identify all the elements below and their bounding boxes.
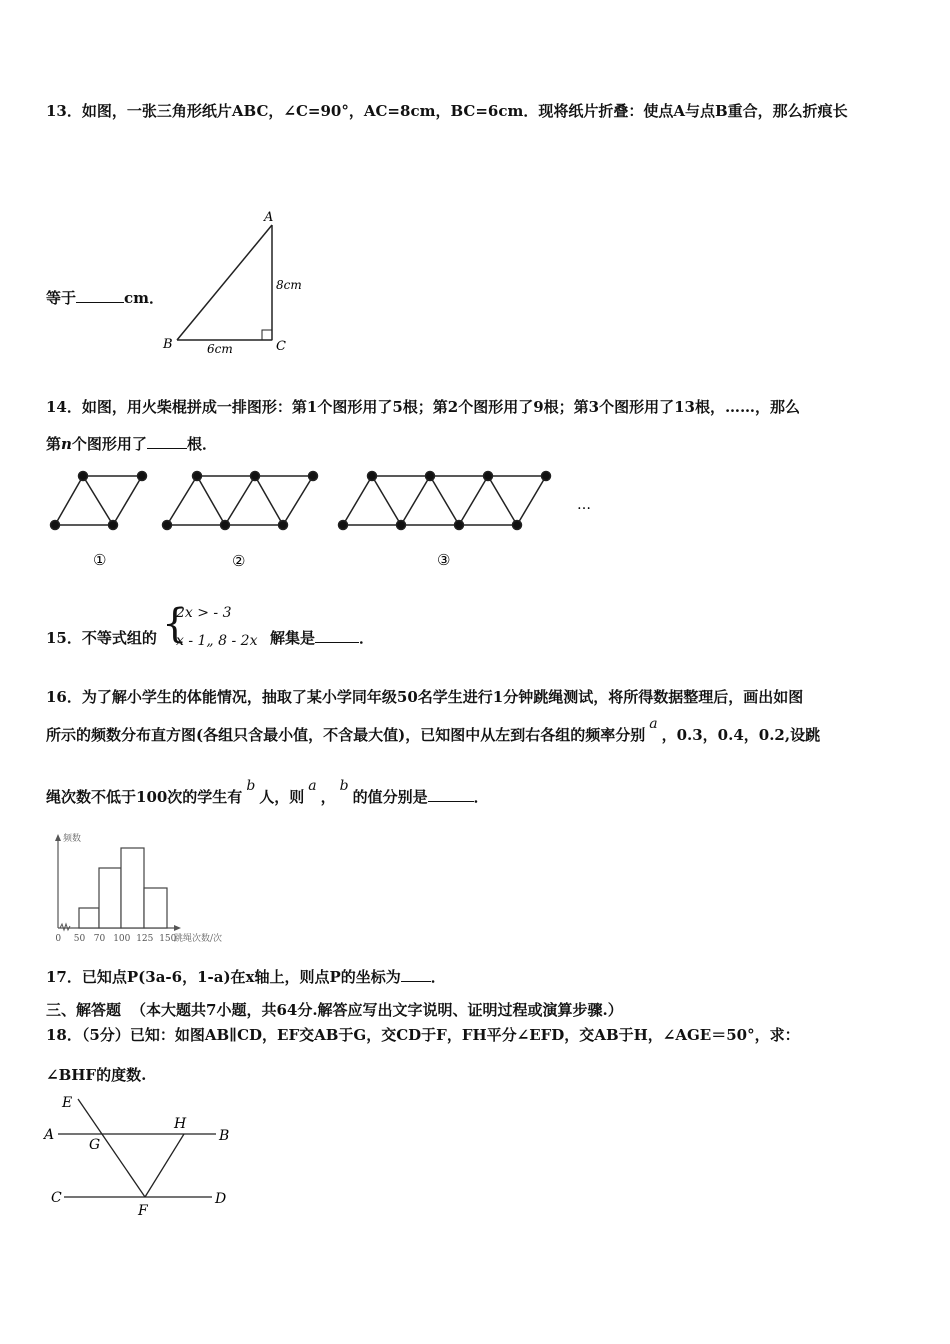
q15-number: 15． (46, 629, 82, 647)
q14-number: 14． (46, 398, 82, 416)
matchstick-figure-2 (163, 472, 318, 530)
q15-text2: 解集是 (270, 629, 316, 647)
q13-line1 (46, 101, 848, 121)
q16-text3-c: ， (320, 788, 336, 806)
var-b: b (246, 778, 256, 794)
q13-text2: 等于 (46, 289, 77, 307)
q13-triangle-figure (155, 205, 315, 360)
inequality-2: x - 1„ 8 - 2x (176, 633, 258, 649)
histogram-bar-1 (79, 908, 99, 928)
q15-tail (270, 628, 374, 648)
ellipsis: … (577, 497, 591, 513)
section-heading (46, 1000, 623, 1020)
q16-line2 (46, 716, 821, 746)
q18-number: 18． (46, 1026, 82, 1044)
label-E: E (62, 1095, 73, 1111)
x-tick-label: 150 (159, 934, 177, 944)
q14-var-n: n (61, 435, 72, 453)
q16-end: ． (473, 788, 489, 806)
x-axis-arrow (174, 925, 181, 931)
section-title: 三、解答题 (46, 1001, 122, 1019)
answer-blank (401, 967, 431, 982)
label-B: B (163, 337, 173, 352)
label-H: H (174, 1116, 187, 1132)
x-tick-label: 100 (113, 934, 131, 944)
answer-blank (147, 434, 187, 449)
label-A: A (264, 210, 274, 225)
axis-break (60, 924, 70, 930)
label-C: C (51, 1190, 62, 1206)
q13-number: 13． (46, 102, 82, 120)
label-D: D (215, 1191, 227, 1207)
q16-text2-end: ，0.3，0.4，0.2,设跳 (661, 726, 821, 744)
x-tick-label: 70 (93, 934, 106, 944)
q14-matchstick-figure (40, 465, 620, 575)
system-brace: { (162, 601, 188, 647)
figure-label-2: ② (232, 552, 246, 570)
q18-score: （5分） (81, 1026, 130, 1044)
q17-end: ． (430, 968, 446, 986)
x-tick-label: 50 (73, 934, 86, 944)
q13-text: 如图，一张三角形纸片ABC，∠C=90°，AC=8cm，BC=6cm．现将纸片折叠：使点A与点B重合，那么折痕长 (81, 102, 848, 120)
q16-number: 16． (46, 688, 82, 706)
q14-text2-a: 第 (46, 435, 62, 453)
q18-parallel-lines-figure (40, 1090, 240, 1220)
q18-line2 (46, 1065, 146, 1085)
q14-text: 如图，用火柴棍拼成一排图形：第1个图形用了5根；第2个图形用了9根；第3个图形用了13根，……，那么 (81, 398, 800, 416)
q14-text2-c: 根． (186, 435, 217, 453)
q18-text2: ∠BHF的度数. (46, 1066, 147, 1084)
x-tick-label: 125 (136, 934, 154, 944)
q16-text2: 所示的频数分布直方图(各组只含最小值，不含最大值)，已知图中从左到右各组的频率分别 (46, 726, 646, 744)
answer-blank (315, 628, 359, 643)
inequality-1: 2x > - 3 (176, 605, 232, 621)
y-axis-label: 频数 (63, 834, 82, 844)
q16-line3 (46, 778, 489, 808)
x-axis-label: 跳绳次数/次 (174, 934, 223, 944)
q15-line (46, 628, 157, 648)
q13-unit: cm． (124, 289, 165, 307)
y-axis-arrow (55, 834, 61, 841)
answer-blank (76, 288, 124, 303)
q18-line1 (46, 1025, 800, 1045)
label-C: C (276, 339, 286, 354)
q16-text3-d: 的值分别是 (352, 788, 428, 806)
matchstick-figure-3 (339, 472, 551, 530)
q14-line2 (46, 434, 217, 454)
var-b-2: b (339, 778, 349, 794)
answer-blank (428, 787, 474, 802)
q16-line1 (46, 687, 803, 707)
q18-text: 已知：如图AB∥CD，EF交AB于G，交CD于F，FH平分∠EFD，交AB于H，∠AGE＝50°，求： (129, 1026, 800, 1044)
q17-text: 已知点P(3a-6，1-a)在x轴上，则点P的坐标为 (81, 968, 401, 986)
label-A: A (44, 1127, 55, 1143)
q15-end: ． (359, 629, 375, 647)
label-B: B (219, 1128, 230, 1144)
q16-text: 为了解小学生的体能情况，抽取了某小学同年级50名学生进行1分钟跳绳测试，将所得数据整理后，画出如图 (81, 688, 804, 706)
histogram-bar-3 (121, 848, 144, 928)
q14-line1 (46, 397, 800, 417)
q14-text2-b: 个图形用了 (71, 435, 147, 453)
section-note: （本大题共7小题，共64分.解答应写出文字说明、证明过程或演算步骤.） (131, 1001, 623, 1019)
label-F: F (138, 1203, 148, 1219)
q16-text3: 绳次数不低于100次的学生有 (46, 788, 243, 806)
frequency-histogram (44, 828, 259, 950)
matchstick-figure-1 (51, 472, 147, 530)
histogram-bar-4 (144, 888, 167, 928)
label-ac-length: 8cm (276, 278, 302, 292)
figure-label-3: ③ (437, 551, 451, 569)
q17-number: 17． (46, 968, 82, 986)
q15-text: 不等式组的 (81, 629, 157, 647)
label-bc-length: 6cm (207, 342, 233, 356)
q16-text3-b: 人，则 (259, 788, 305, 806)
var-a-2: a (308, 778, 317, 794)
label-G: G (89, 1137, 101, 1153)
q17-line (46, 967, 446, 987)
q13-line2 (46, 288, 164, 308)
x-tick-label: 0 (55, 934, 62, 944)
var-a: a (649, 716, 658, 732)
figure-label-1: ① (93, 551, 107, 569)
histogram-bar-2 (99, 868, 121, 928)
